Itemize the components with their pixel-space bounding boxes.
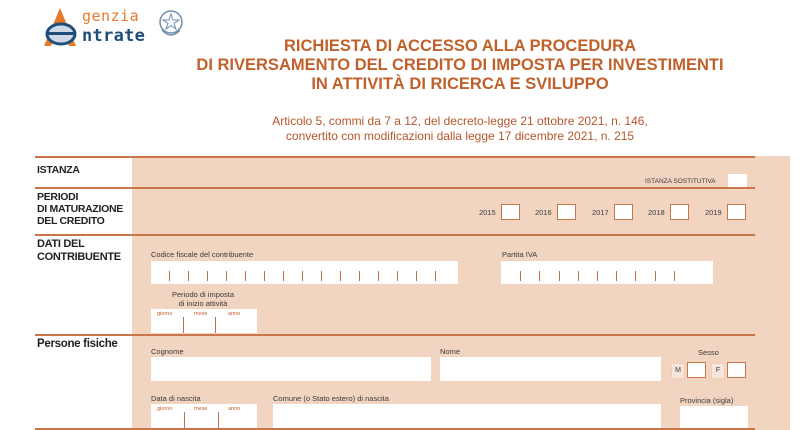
year-label-2019: 2019 xyxy=(705,208,722,217)
cognome-input[interactable] xyxy=(151,357,431,381)
label-line: DEL CREDITO xyxy=(37,215,105,227)
istanza-sostitutiva-checkbox[interactable] xyxy=(728,174,747,187)
subtitle-line-2: convertito con modificazioni dalla legge 17 dicembre 2021, n. 215 xyxy=(285,129,635,143)
year-label-2017: 2017 xyxy=(592,208,609,217)
form-body xyxy=(35,156,755,430)
year-label-2018: 2018 xyxy=(648,208,665,217)
codice-fiscale-input[interactable] xyxy=(151,261,458,284)
title-line-1: RICHIESTA DI ACCESSO ALLA PROCEDURA xyxy=(283,37,636,55)
subtitle-line-1: Articolo 5, commi da 7 a 12, del decreto-legge 21 ottobre 2021, n. 146, xyxy=(272,114,648,128)
rule-istanza xyxy=(35,187,755,189)
data-nascita-label: Data di nascita xyxy=(151,394,201,403)
rule-contribuente xyxy=(35,334,755,336)
cognome-label: Cognome xyxy=(151,347,184,356)
periodo-imposta-label xyxy=(165,290,241,308)
label-line: Periodo di imposta xyxy=(171,290,235,299)
sesso-label: Sesso xyxy=(698,348,719,357)
label-line: PERIODI xyxy=(37,191,79,203)
logo-text-agenzia: genzia xyxy=(82,7,140,25)
sesso-f-label: F xyxy=(711,363,725,379)
year-label-2015: 2015 xyxy=(479,208,496,217)
republic-emblem-icon xyxy=(157,8,185,40)
year-label-2016: 2016 xyxy=(535,208,552,217)
rule-periodi xyxy=(35,234,755,236)
codice-fiscale-label: Codice fiscale del contribuente xyxy=(151,250,254,259)
anno-label: anno xyxy=(228,406,241,412)
section-label-istanza: ISTANZA xyxy=(37,164,80,176)
title-line-2: DI RIVERSAMENTO DEL CREDITO DI IMPOSTA PER INVESTIMENTI xyxy=(196,56,724,74)
logo-text-entrate: ntrate xyxy=(82,26,146,46)
sesso-m-checkbox[interactable] xyxy=(687,362,706,378)
provincia-input[interactable] xyxy=(680,406,748,428)
form-title xyxy=(130,37,790,94)
section-label-persone-fisiche: Persone fisiche xyxy=(37,338,118,350)
nome-input[interactable] xyxy=(440,357,661,381)
partita-iva-input[interactable] xyxy=(501,261,713,284)
periodo-inizio-date-input[interactable] xyxy=(151,309,257,333)
mese-label: mese xyxy=(194,406,208,412)
nome-label: Nome xyxy=(440,347,461,356)
sesso-f-checkbox[interactable] xyxy=(727,362,746,378)
year-checkbox-2016[interactable] xyxy=(557,204,576,220)
section-label-contribuente xyxy=(37,238,121,264)
sesso-m-label: M xyxy=(671,363,685,379)
partita-iva-label: Partita IVA xyxy=(502,250,538,259)
provincia-label: Provincia (sigla) xyxy=(680,396,734,405)
label-line: CONTRIBUENTE xyxy=(37,251,121,263)
anno-label: anno xyxy=(228,311,241,317)
data-nascita-input[interactable] xyxy=(151,404,257,428)
rule-top xyxy=(35,156,755,158)
label-line: di inizio attività xyxy=(178,299,228,308)
year-checkbox-2015[interactable] xyxy=(501,204,520,220)
legal-reference xyxy=(130,114,790,144)
comune-nascita-input[interactable] xyxy=(273,404,661,428)
section-label-periodi xyxy=(37,191,123,227)
istanza-sostitutiva-label: ISTANZA SOSTITUTIVA xyxy=(645,178,716,185)
year-checkbox-2019[interactable] xyxy=(727,204,746,220)
mese-label: mese xyxy=(194,311,208,317)
label-line: DI MATURAZIONE xyxy=(37,203,124,215)
comune-nascita-label: Comune (o Stato estero) di nascita xyxy=(273,394,389,403)
label-line: DATI DEL xyxy=(37,238,85,250)
title-line-3: IN ATTIVITÀ DI RICERCA E SVILUPPO xyxy=(311,75,609,93)
giorno-label: giorno xyxy=(157,406,173,412)
logo-a-e-icon xyxy=(38,6,82,48)
giorno-label: giorno xyxy=(157,311,173,317)
year-checkbox-2018[interactable] xyxy=(670,204,689,220)
year-checkbox-2017[interactable] xyxy=(614,204,633,220)
